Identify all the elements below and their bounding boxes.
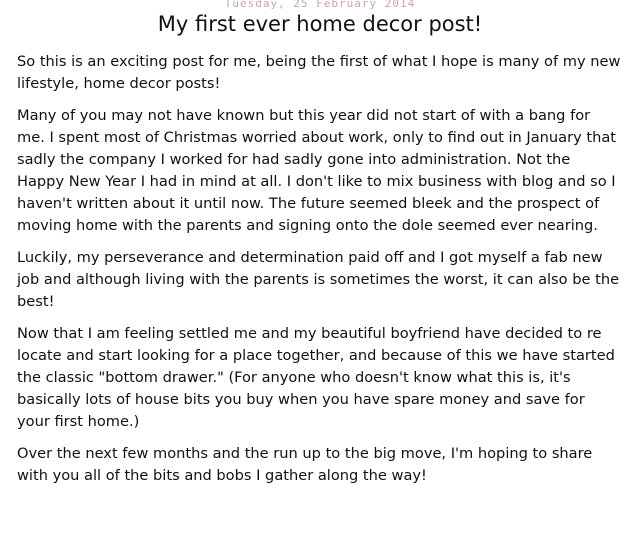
post-paragraph: Over the next few months and the run up to the big move, I'm hoping to share with you all of the bits and bobs I gather along the way! [17,445,593,484]
post-paragraph: Luckily, my perseverance and determination paid off and I got myself a fab new job and although living with the parents is sometimes the worst, it can also be the best! [17,249,620,310]
post-title: My first ever home decor post! [157,12,483,36]
post-paragraph: Now that I am feeling settled me and my beautiful boyfriend have decided to re locate and start looking for a place together, and because of this we have started the classic "bottom drawer." (For anyone who doesn't know what this is, it's basically lots of house bits you buy when you have spare money and save for your first home.) [17,325,615,430]
post-body [17,51,621,497]
post-paragraph: So this is an exciting post for me, being the first of what I hope is many of my new lifestyle, home decor posts! [17,53,621,92]
post-date: Tuesday, 25 February 2014 [224,0,416,10]
post-paragraph: Many of you may not have known but this year did not start of with a bang for me. I spent most of Christmas worried about work, only to find out in January that sadly the company I worked for had sadly gone into administration. Not the Happy New Year I had in mind at all. I don't like to mix business with blog and so I haven't written about it until now. The future seemed bleek and the prospect of moving home with the parents and signing onto the dole seemed ever nearing. [17,107,617,234]
